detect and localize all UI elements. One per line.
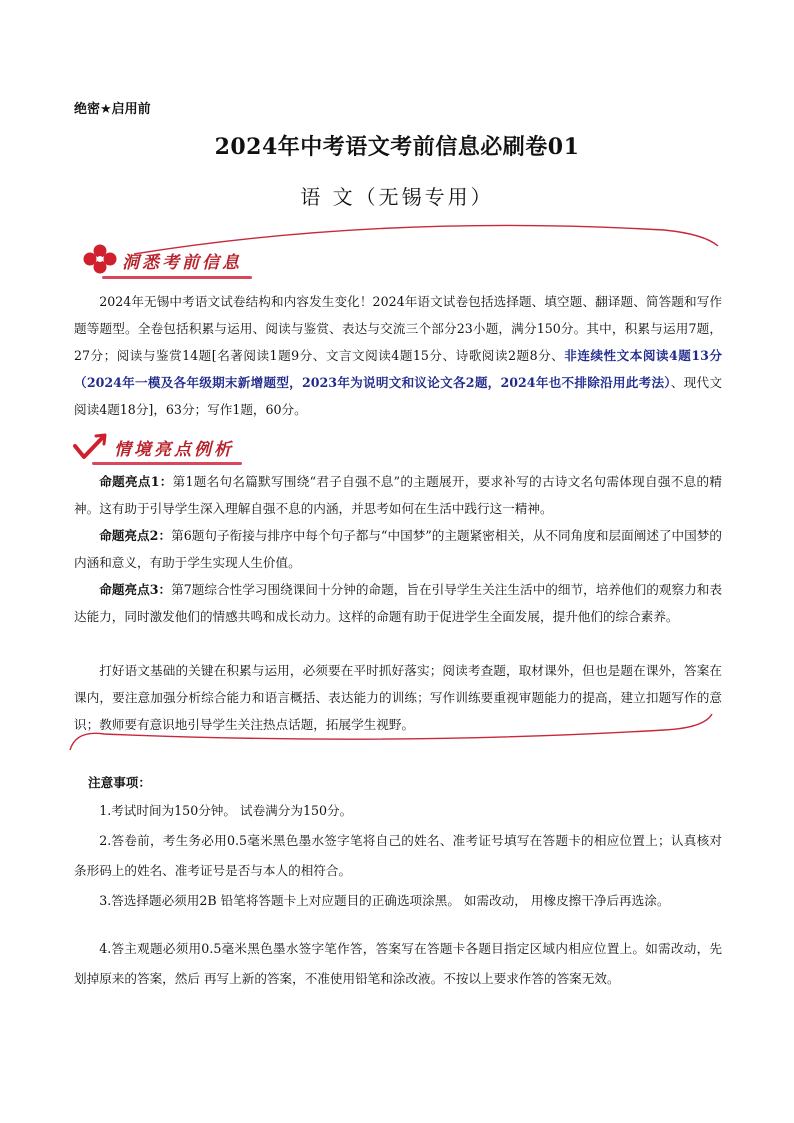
note-item: 1.考试时间为150分钟。 试卷满分为150分。 [99, 803, 353, 818]
section-heading-info [82, 244, 242, 276]
section-heading-highlights [72, 432, 234, 462]
summary-paragraph: 打好语文基础的关键在积累与运用，必须要在平时抓好落实；阅读考查题，取材课外，但也是题在课外，答案在课内，要注意加强分析综合能力和语言概括、表达能力的训练；写作训练要重视审题能力的提高，建立扣题写作的意识；教师要有意识地引导学生关注热点话题，拓展学生视野。 [74, 663, 722, 732]
page-title: 2024年中考语文考前信息必刷卷01 [214, 134, 580, 160]
para-highlight: 非连续性文本阅读4题13分（2024年一模及各年级期末新增题型，2023年为说明文和议论文各2题，2024年也不排除沿用此考法） [74, 348, 722, 390]
para-text-end: 、现代文阅读4题18分]，63分；写作1题，60分。 [74, 375, 722, 417]
section-heading-text: 情境亮点例析 [114, 439, 234, 460]
highlight-label: 命题亮点1： [99, 474, 173, 489]
highlight-3 [74, 576, 722, 630]
section1-paragraph [74, 288, 722, 423]
clover-icon [82, 244, 118, 276]
check-arrow-icon [72, 432, 108, 462]
highlight-2 [74, 522, 722, 576]
secret-label: 绝密★启用前 [74, 102, 151, 117]
highlight-label: 命题亮点3： [99, 582, 172, 597]
note-item: 4.答主观题必须用0.5毫米黑色墨水签字笔作答，答案写在答题卡各题目指定区域内相应位置上。如需改动，先划掉原来的答案，然后 再写上新的答案，不准使用铅笔和涂改液。不按以上要求作答的答案无效。 [74, 941, 722, 986]
highlight-label: 命题亮点2： [99, 528, 172, 543]
page-subtitle: 语 文（无锡专用） [300, 185, 494, 209]
highlight-1 [74, 468, 722, 522]
heading-underline [92, 462, 242, 465]
para-text: 2024年无锡中考语文试卷结构和内容发生变化！2024年语文试卷包括选择题、填空题、翻译题、简答题和写作题等题型。全卷包括积累与运用、阅读与鉴赏、表达与交流三个部分23小题，满分150分。其中，积累与运用7题，27分；阅读与鉴赏14题[名著阅读1题9分、文言文阅读4题15分、诗歌阅读2题8分、 [74, 294, 722, 363]
notes-title: 注意事项： [88, 775, 151, 790]
heading-underline [102, 276, 252, 279]
section-heading-text: 洞悉考前信息 [122, 252, 242, 273]
highlight-text: 第1题名句名篇默写围绕“君子自强不息”的主题展开，要求补写的古诗文名句需体现自强不息的精神。这有助于引导学生深入理解自强不息的内涵，并思考如何在生活中践行这一精神。 [74, 474, 723, 516]
note-item: 2.答卷前，考生务必用0.5毫米黑色墨水签字笔将自己的姓名、准考证号填写在答题卡的相应位置上；认真核对条形码上的姓名、准考证号是否与本人的相符合。 [74, 833, 722, 878]
highlight-text: 第6题句子衔接与排序中每个句子都与“中国梦”的主题紧密相关，从不同角度和层面阐述了中国梦的内涵和意义，有助于学生实现人生价值。 [74, 528, 723, 570]
note-item: 3.答选择题必须用2B 铅笔将答题卡上对应题目的正确选项涂黑。 如需改动， 用橡皮擦干净后再选涂。 [99, 893, 670, 908]
highlight-text: 第7题综合性学习围绕课间十分钟的命题，旨在引导学生关注生活中的细节，培养他们的观察力和表达能力，同时激发他们的情感共鸣和成长动力。这样的命题有助于促进学生全面发展，提升他们的综合素养。 [74, 582, 722, 624]
